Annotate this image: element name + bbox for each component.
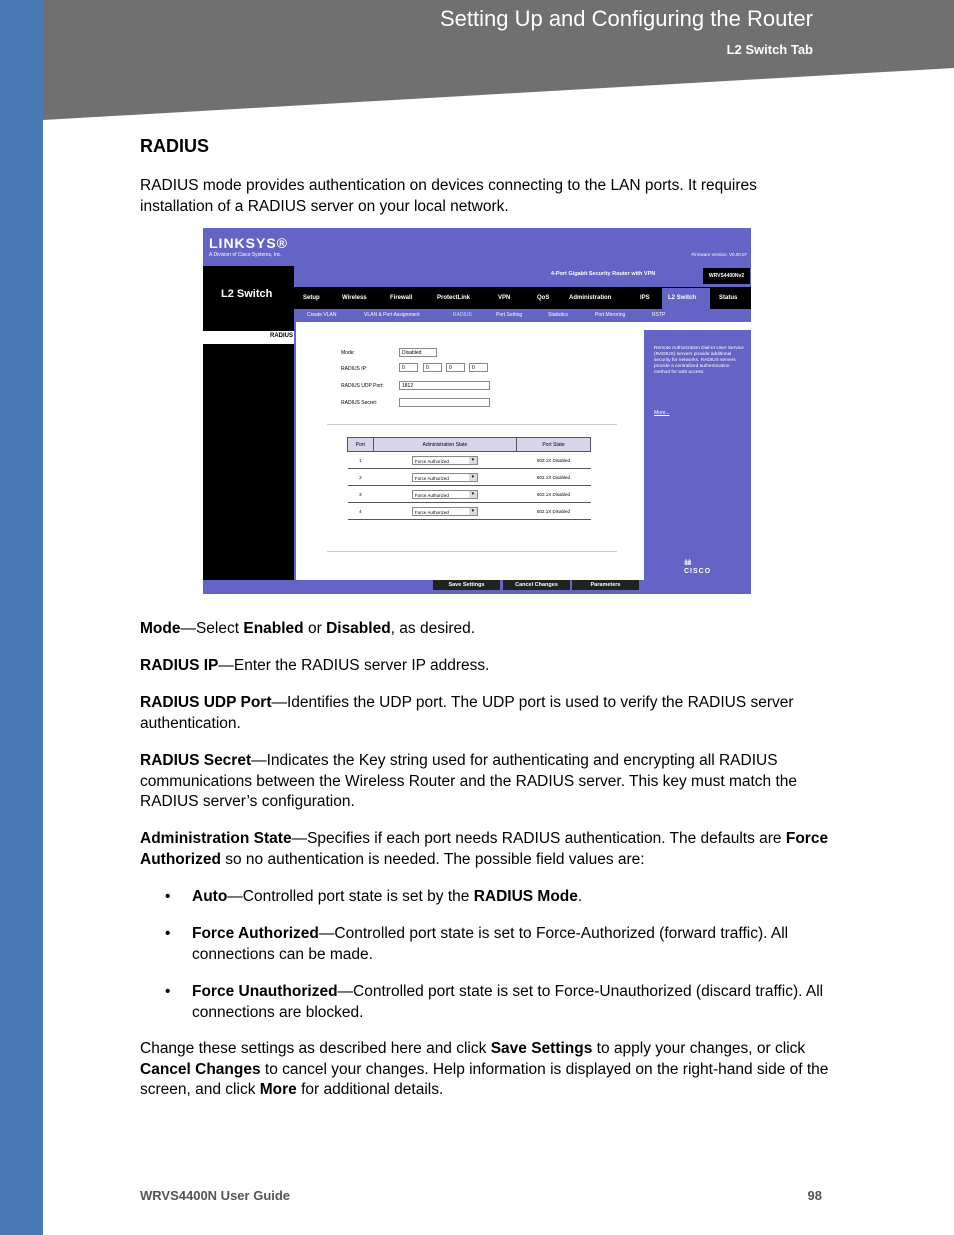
divider	[327, 424, 617, 425]
admin-state-select[interactable]	[412, 490, 478, 499]
col-port-state: Port State	[517, 438, 591, 452]
nav-l2-switch[interactable]: L2 Switch	[668, 295, 697, 301]
cisco-logo-icon: ılıılı	[684, 558, 691, 567]
closing-text: Change these settings as described here and click	[140, 1040, 491, 1057]
col-port: Port	[348, 438, 374, 452]
port-table	[347, 437, 591, 520]
admin-state-value: Force Authorized	[414, 509, 449, 515]
bottom-left-bar	[203, 580, 294, 594]
port-number: 3	[348, 486, 374, 503]
admin-state-value: Force Authorized	[414, 458, 449, 464]
section-title: L2 Switch	[221, 288, 273, 300]
bullet-text: —Controlled port state is set by the	[227, 888, 474, 905]
def-bold: Disabled	[326, 620, 391, 637]
secret-input[interactable]	[399, 398, 490, 407]
def-text: —Specifies if each port needs RADIUS authentication. The defaults are	[291, 830, 786, 847]
subnav-port-mirroring[interactable]: Port Mirroring	[595, 312, 626, 318]
def-text: , as desired.	[390, 620, 476, 637]
chevron-down-icon: ▾	[469, 491, 477, 498]
cisco-logo: CISCO	[684, 568, 712, 575]
def-text: —Select	[180, 620, 244, 637]
udp-port-label: RADIUS UDP Port:	[341, 383, 384, 389]
header-title: Setting Up and Configuring the Router	[439, 6, 813, 31]
subnav-radius[interactable]: RADIUS	[453, 312, 472, 318]
port-state: 802.1X Disabled	[517, 486, 591, 503]
mode-select[interactable]	[399, 348, 437, 357]
bullet-term: Auto	[192, 888, 228, 905]
table-row	[348, 486, 591, 503]
closing-bold: Save Settings	[490, 1040, 593, 1057]
bullet-term: Force Authorized	[192, 925, 319, 942]
admin-state-select[interactable]	[412, 456, 478, 465]
def-text: so no authentication is needed. The possible field values are:	[220, 850, 645, 868]
ip-octet-2[interactable]: 0	[423, 363, 442, 372]
table-row	[348, 503, 591, 520]
port-state: 802.1X Disabled	[517, 503, 591, 520]
def-radius-secret	[140, 751, 830, 813]
nav-vpn[interactable]: VPN	[498, 295, 511, 301]
def-term: Mode	[140, 620, 181, 637]
left-margin-bar	[0, 0, 43, 1235]
router-screenshot	[203, 228, 751, 594]
ip-label: RADIUS IP:	[341, 366, 368, 372]
bullet-text: .	[577, 888, 583, 905]
ip-octet-3[interactable]: 0	[446, 363, 465, 372]
nav-wireless[interactable]: Wireless	[342, 295, 367, 301]
chevron-down-icon: ▾	[469, 474, 477, 481]
logo-subtitle: A Division of Cisco Systems, Inc.	[209, 252, 282, 258]
def-bold: Force Authorized	[140, 830, 829, 868]
bullet-term: Force Unauthorized	[192, 983, 338, 1000]
def-bold: Enabled	[243, 620, 304, 637]
closing-text: for additional details.	[296, 1081, 444, 1098]
nav-ips[interactable]: IPS	[640, 295, 650, 301]
mode-label: Mode:	[341, 350, 355, 356]
bullet-bold: RADIUS Mode	[473, 888, 578, 905]
sidebar-label: RADIUS	[269, 333, 293, 339]
subnav-port-setting[interactable]: Port Setting	[496, 312, 523, 318]
table-row	[348, 469, 591, 486]
chevron-down-icon: ▾	[469, 508, 477, 515]
port-number: 4	[348, 503, 374, 520]
bullet-dot: •	[165, 888, 171, 905]
more-link[interactable]: More...	[654, 410, 670, 416]
admin-state-value: Force Authorized	[414, 492, 449, 498]
nav-status[interactable]: Status	[719, 295, 738, 301]
nav-qos[interactable]: QoS	[537, 295, 550, 301]
cancel-changes-button[interactable]: Cancel Changes	[503, 580, 570, 590]
ip-octet-4[interactable]: 0	[469, 363, 488, 372]
sidebar	[203, 322, 294, 594]
nav-administration[interactable]: Administration	[569, 295, 612, 301]
sub-nav	[294, 309, 751, 322]
def-text: —Identifies the UDP port. The UDP port is used to verify the RADIUS server authentication.	[140, 694, 794, 732]
def-radius-ip	[140, 656, 830, 677]
udp-port-input[interactable]: 1812	[399, 381, 490, 390]
ip-octet-1[interactable]: 0	[399, 363, 418, 372]
def-term: RADIUS UDP Port	[140, 694, 272, 711]
parameters-button[interactable]: Parameters	[572, 580, 639, 590]
nav-firewall[interactable]: Firewall	[390, 295, 413, 301]
footer-guide-title: WRVS4400N User Guide	[140, 1188, 291, 1203]
closing-paragraph	[140, 1039, 830, 1101]
def-text: —Enter the RADIUS server IP address.	[218, 657, 490, 674]
port-state: 802.1X Disabled	[517, 452, 591, 469]
port-number: 2	[348, 469, 374, 486]
def-text: —Indicates the Key string used for authenticating and encrypting all RADIUS communications between the Wireless Router and the RADIUS server. This key must match the RADIUS server’s configuration.	[140, 752, 798, 810]
def-mode	[140, 619, 830, 640]
closing-bold: Cancel Changes	[140, 1060, 261, 1078]
port-state: 802.1X Disabled	[517, 469, 591, 486]
admin-state-select[interactable]	[412, 507, 478, 516]
bullet-text: —Controlled port state is set to Force-Unauthorized (discard traffic). All connections are blocked.	[192, 983, 824, 1021]
def-term: Administration State	[140, 830, 292, 847]
port-number: 1	[348, 452, 374, 469]
page-number: 98	[807, 1188, 822, 1203]
subnav-create-vlan[interactable]: Create VLAN	[307, 312, 337, 318]
help-text: Remote Authorization Dial-In User Service (RADIUS) servers provide additional security for networks. RADIUS servers provide a centralized authentication method for web access.	[654, 346, 744, 375]
nav-setup[interactable]: Setup	[303, 295, 320, 301]
closing-text: to apply your changes, or click	[592, 1040, 806, 1057]
mode-value: Disabled	[402, 350, 422, 356]
linksys-logo: LINKSYS®	[209, 235, 288, 251]
section-heading: RADIUS	[140, 136, 210, 156]
save-settings-button[interactable]: Save Settings	[433, 580, 500, 590]
bullet-force-unauthorized	[165, 982, 830, 1023]
bullet-force-authorized	[165, 924, 830, 965]
secret-label: RADIUS Secret:	[341, 400, 378, 406]
table-row	[348, 452, 591, 469]
product-bar	[294, 266, 751, 287]
bullet-auto	[165, 887, 830, 908]
chevron-down-icon: ▾	[469, 457, 477, 464]
bullet-dot: •	[165, 983, 171, 1000]
intro-paragraph: RADIUS mode provides authentication on devices connecting to the LAN ports. It requires installation of a RADIUS server on your local network.	[140, 177, 757, 215]
divider	[327, 551, 617, 552]
subnav-rstp[interactable]: RSTP	[652, 312, 666, 318]
closing-bold: More	[259, 1081, 297, 1098]
def-radius-udp-port	[140, 693, 830, 734]
product-name: 4-Port Gigabit Security Router with VPN	[551, 271, 656, 277]
col-admin-state: Administration State	[373, 438, 516, 452]
header-subtitle: L2 Switch Tab	[726, 42, 813, 57]
subnav-statistics[interactable]: Statistics	[548, 312, 569, 318]
bullet-text: —Controlled port state is set to Force-Authorized (forward traffic). All connections can be made.	[192, 925, 789, 963]
def-term: RADIUS IP	[140, 657, 219, 674]
admin-state-select[interactable]	[412, 473, 478, 482]
def-admin-state	[140, 829, 830, 870]
def-text: or	[303, 620, 327, 637]
subnav-vlan-port[interactable]: VLAN & Port Assignment	[364, 312, 420, 318]
bullet-dot: •	[165, 925, 171, 942]
model-badge: WRVS4400Nv2	[703, 268, 750, 284]
def-term: RADIUS Secret	[140, 752, 252, 769]
nav-protectlink[interactable]: ProtectLink	[437, 295, 471, 301]
firmware-version: Firmware Version: V0.00.07	[691, 252, 747, 257]
admin-state-value: Force Authorized	[414, 475, 449, 481]
closing-text: to cancel your changes. Help information is displayed on the right-hand side of the screen, and click	[140, 1060, 829, 1098]
